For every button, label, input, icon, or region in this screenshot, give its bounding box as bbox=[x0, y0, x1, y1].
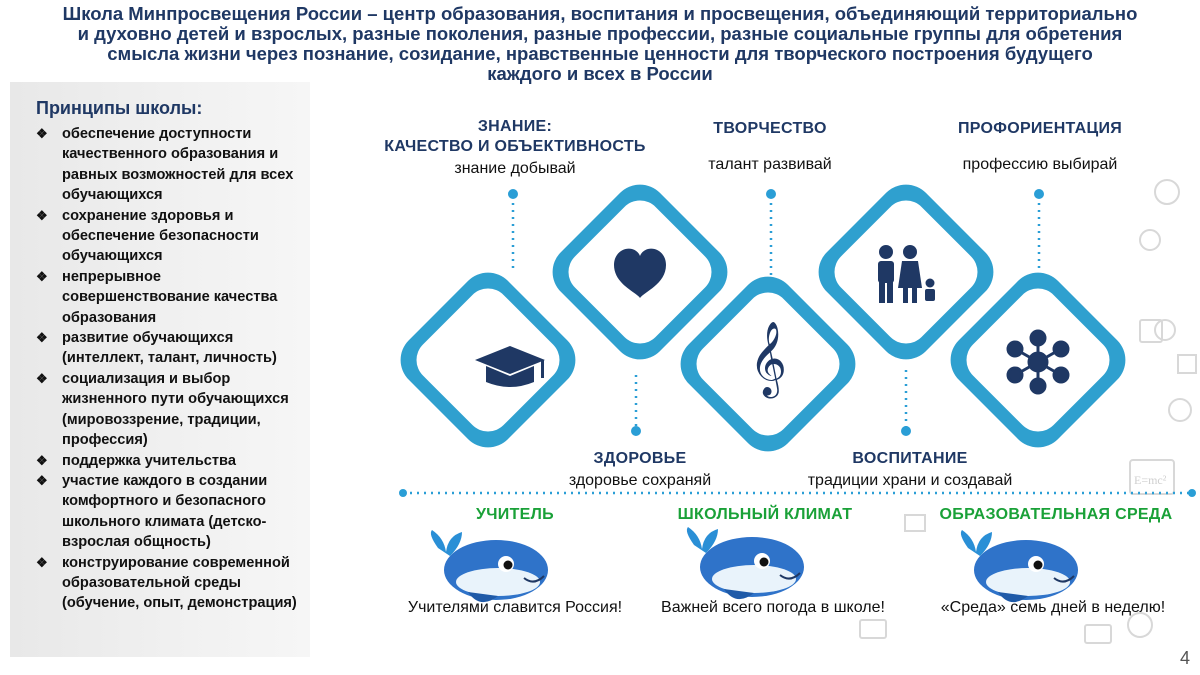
tvorchestvo-subtitle: талант развивай bbox=[708, 156, 832, 173]
slide-number: 4 bbox=[1179, 648, 1190, 668]
whale-mascot bbox=[961, 530, 1078, 602]
znanie-title: ЗНАНИЕ: КАЧЕСТВО И ОБЪЕКТИВНОСТЬ bbox=[384, 118, 646, 155]
treble-clef-icon: 𝄞 bbox=[749, 322, 787, 396]
bottom-title-environment: ОБРАЗОВАТЕЛЬНАЯ СРЕДА bbox=[939, 506, 1173, 523]
bottom-title-teacher: УЧИТЕЛЬ bbox=[476, 506, 554, 523]
diamond-bullet-icon: ❖ bbox=[36, 452, 48, 468]
diamond-shapes bbox=[389, 173, 1137, 463]
title-line: и духовно детей и взрослых, разные поколения, разные профессии, разные социальные группы для обретения bbox=[77, 23, 1123, 44]
diamond-bullet-icon: ❖ bbox=[36, 472, 48, 488]
list-item: ❖ сохранение здоровья и обеспечение безопасности обучающихся bbox=[36, 207, 259, 265]
motto-climate: Важней всего погода в школе! bbox=[661, 599, 885, 616]
diamond-bullet-icon: ❖ bbox=[36, 126, 48, 141]
diamond-bullet-icon: ❖ bbox=[36, 554, 48, 570]
title-line: каждого и всех в России bbox=[487, 63, 713, 84]
proforientaciya-title: ПРОФОРИЕНТАЦИЯ bbox=[957, 120, 1123, 137]
proforientaciya-subtitle: профессию выбирай bbox=[962, 156, 1118, 173]
zdorovie-title: ЗДОРОВЬЕ bbox=[593, 450, 687, 467]
list-item: ❖ участие каждого в создании комфортного и безопасного школьного климата (детско-взрослая общность) bbox=[36, 472, 268, 551]
zdorovie-subtitle: здоровье сохраняй bbox=[568, 472, 712, 489]
list-item: ❖ развитие обучающихся (интеллект, талант, личность) bbox=[36, 330, 277, 367]
znanie-subtitle: знание добывай bbox=[454, 160, 576, 177]
diamond-bullet-icon: ❖ bbox=[36, 207, 48, 223]
bottom-title-climate: ШКОЛЬНЫЙ КЛИМАТ bbox=[677, 506, 853, 523]
list-item: ❖ социализация и выбор жизненного пути обучающихся (мировоззрение, традиции, профессия) bbox=[36, 370, 289, 449]
diamond-bullet-icon: ❖ bbox=[36, 370, 48, 386]
vospitanie-title: ВОСПИТАНИЕ bbox=[852, 450, 968, 467]
tvorchestvo-title: ТВОРЧЕСТВО bbox=[713, 120, 827, 137]
principles-heading: Принципы школы: bbox=[36, 98, 203, 118]
title-line: Школа Минпросвещения России – центр образования, воспитания и просвещения, объединяющий территориально bbox=[62, 3, 1138, 24]
divider-dot bbox=[1188, 489, 1196, 497]
diamond-bullet-icon: ❖ bbox=[36, 268, 48, 284]
list-item: ❖ поддержка учительства bbox=[36, 451, 306, 471]
list-item: ❖ непрерывное совершенствование качества образования bbox=[36, 268, 278, 326]
motto-environment: «Среда» семь дней в неделю! bbox=[940, 599, 1166, 616]
motto-teacher: Учителями славится Россия! bbox=[407, 599, 623, 616]
list-item: ❖ конструирование современной образовательной среды (обучение, опыт, демонстрация) bbox=[36, 554, 297, 612]
list-item: ❖ обеспечение доступности качественного образования и равных возможностей для всех обучающихся bbox=[36, 126, 294, 204]
formula-decoration: E=mc² bbox=[1134, 473, 1167, 487]
whale-mascot bbox=[687, 527, 804, 599]
divider-dot bbox=[399, 489, 407, 497]
whale-mascot bbox=[431, 530, 548, 602]
title-line: смысла жизни через познание, созидание, нравственные ценности для творческого построения будущего bbox=[107, 43, 1093, 64]
diamond-bullet-icon: ❖ bbox=[36, 330, 48, 346]
vospitanie-subtitle: традиции храни и создавай bbox=[807, 472, 1013, 489]
